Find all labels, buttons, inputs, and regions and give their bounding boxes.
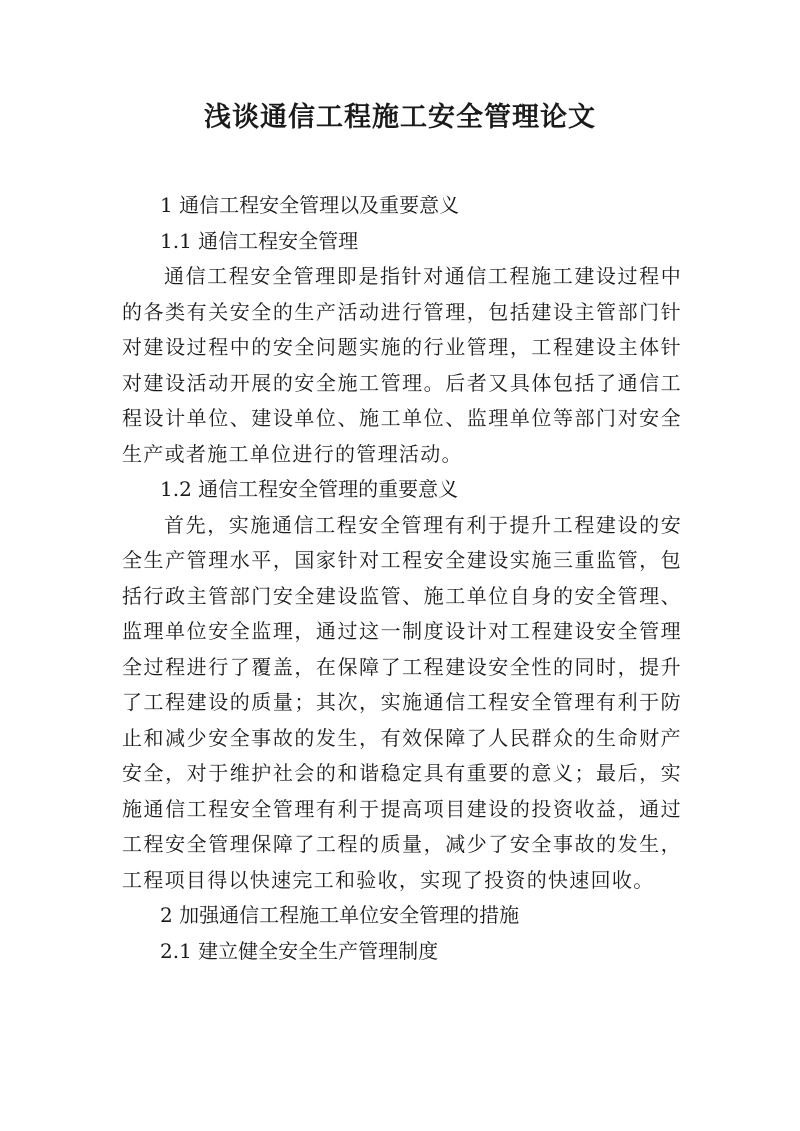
document-title: 浅谈通信工程施工安全管理论文 — [204, 102, 596, 133]
paragraph-1-1: 通信工程安全管理即是指针对通信工程施工建设过程中的各类有关安全的生产活动进行管理，包括建设主管部门针对建设过程中的安全问题实施的行业管理，工程建设主体针对建设活动开展的安全施工管理。后者又具体包括了通信工程设计单位、建设单位、施工单位、监理单位等部门对安全生产或者施工单位进行的管理活动。 — [122, 264, 682, 466]
section-heading-2: 2 加强通信工程施工单位安全管理的措施 — [160, 903, 520, 927]
subsection-heading-2-1: 2.1 建立健全安全生产管理制度 — [160, 938, 439, 963]
document-body — [122, 188, 682, 969]
subsection-heading-1-1: 1.1 通信工程安全管理 — [160, 228, 359, 253]
subsection-heading-1-2: 1.2 通信工程安全管理的重要意义 — [160, 477, 459, 501]
section-heading-1: 1 通信工程安全管理以及重要意义 — [160, 193, 460, 217]
paragraph-1-2: 首先，实施通信工程安全管理有利于提升工程建设的安全生产管理水平，国家针对工程安全建设实施三重监管，包括行政主管部门安全建设监管、施工单位自身的安全管理、监理单位安全监理，通过这一制度设计对工程建设安全管理全过程进行了覆盖，在保障了工程建设安全性的同时，提升了工程建设的质量；其次，实施通信工程安全管理有利于防止和减少安全事故的发生，有效保障了人民群众的生命财产安全，对于维护社会的和谐稳定具有重要的意义；最后，实施通信工程安全管理有利于提高项目建设的投资收益，通过工程安全管理保障了工程的质量，减少了安全事故的发生，工程项目得以快速完工和验收，实现了投资的快速回收。 — [122, 512, 682, 892]
